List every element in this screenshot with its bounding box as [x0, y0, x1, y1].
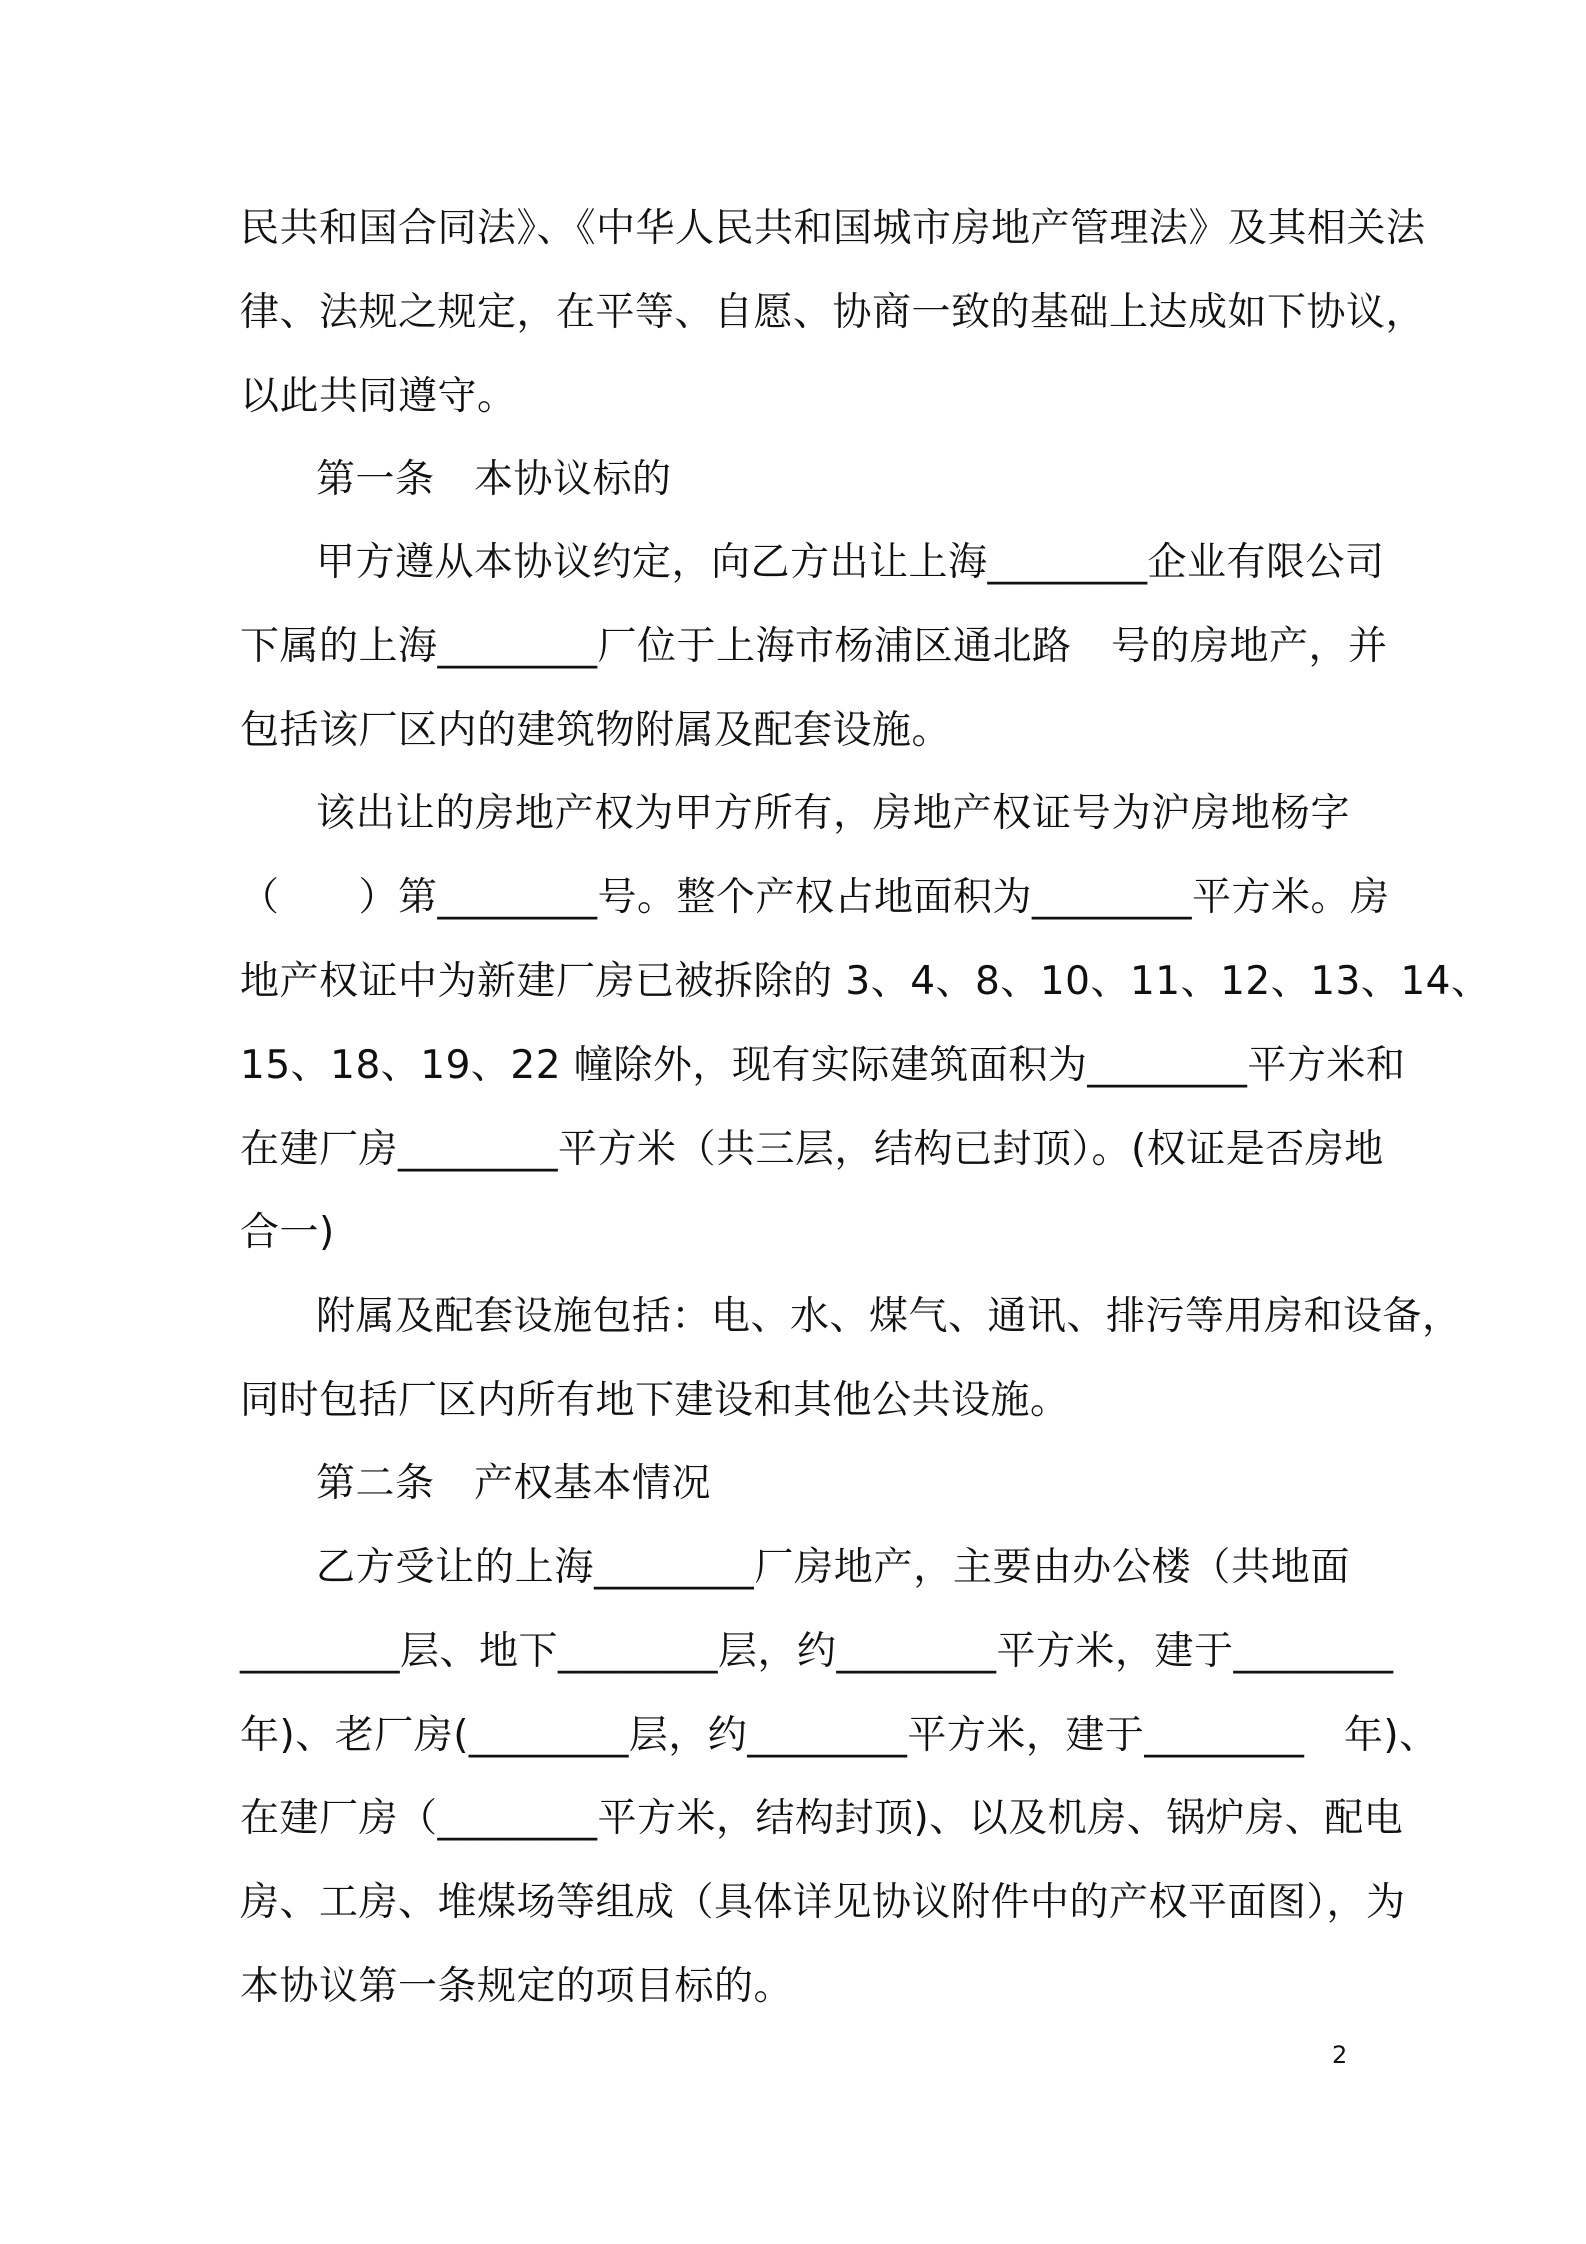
article-1-heading: 第一条 本协议标的 [316, 457, 672, 502]
intro-line-2: 律、法规之规定，在平等、自愿、协商一致的基础上达成如下协议， [240, 290, 1426, 335]
article-2-para-1-line-4: 在建厂房（________平方米，结构封顶)、以及机房、锅炉房、配电 [240, 1796, 1404, 1841]
intro-line-3: 以此共同遵守。 [240, 374, 517, 419]
article-2-heading: 第二条 产权基本情况 [316, 1461, 712, 1506]
article-2-para-1-line-3: 年)、老厂房(________层，约________平方米，建于________ 年)、 [240, 1713, 1439, 1758]
intro-line-1: 民共和国合同法》、《中华人民共和国城市房地产管理法》及其相关法 [240, 206, 1426, 251]
article-2-para-1-line-1: 乙方受让的上海________厂房地产，主要由办公楼（共地面 [316, 1545, 1350, 1590]
page-number: 2 [1332, 2041, 1348, 2069]
article-2-para-1-line-6: 本协议第一条规定的项目标的。 [240, 1964, 794, 2009]
article-1-para-3-line-1: 附属及配套设施包括：电、水、煤气、通讯、排污等用房和设备， [316, 1294, 1462, 1339]
article-1-para-2-line-2: （ ）第________号。整个产权占地面积为________平方米。房 [240, 875, 1390, 920]
article-1-para-1-line-1: 甲方遵从本协议约定，向乙方出让上海________企业有限公司 [316, 540, 1385, 585]
article-1-para-2-line-5: 在建厂房________平方米（共三层，结构已封顶）。(权证是否房地 [240, 1127, 1384, 1172]
article-1-para-1-line-2: 下属的上海________厂位于上海市杨浦区通北路 号的房地产，并 [240, 624, 1388, 669]
article-1-para-2-line-4: 15、18、19、22 幢除外，现有实际建筑面积为________平方米和 [240, 1043, 1406, 1088]
article-2-para-1-line-5: 房、工房、堆煤场等组成（具体详见协议附件中的产权平面图），为 [240, 1880, 1406, 1925]
article-1-para-2-line-1: 该出让的房地产权为甲方所有，房地产权证号为沪房地杨字 [316, 791, 1350, 836]
article-1-para-2-line-6: 合一) [240, 1210, 335, 1255]
article-1-para-1-line-3: 包括该厂区内的建筑物附属及配套设施。 [240, 708, 952, 753]
article-1-para-2-line-3: 地产权证中为新建厂房已被拆除的 3、4、8、10、11、12、13、14、 [240, 959, 1491, 1004]
article-1-para-3-line-2: 同时包括厂区内所有地下建设和其他公共设施。 [240, 1378, 1070, 1423]
article-2-para-1-line-2: ________层、地下________层，约________平方米，建于________ [240, 1629, 1394, 1674]
